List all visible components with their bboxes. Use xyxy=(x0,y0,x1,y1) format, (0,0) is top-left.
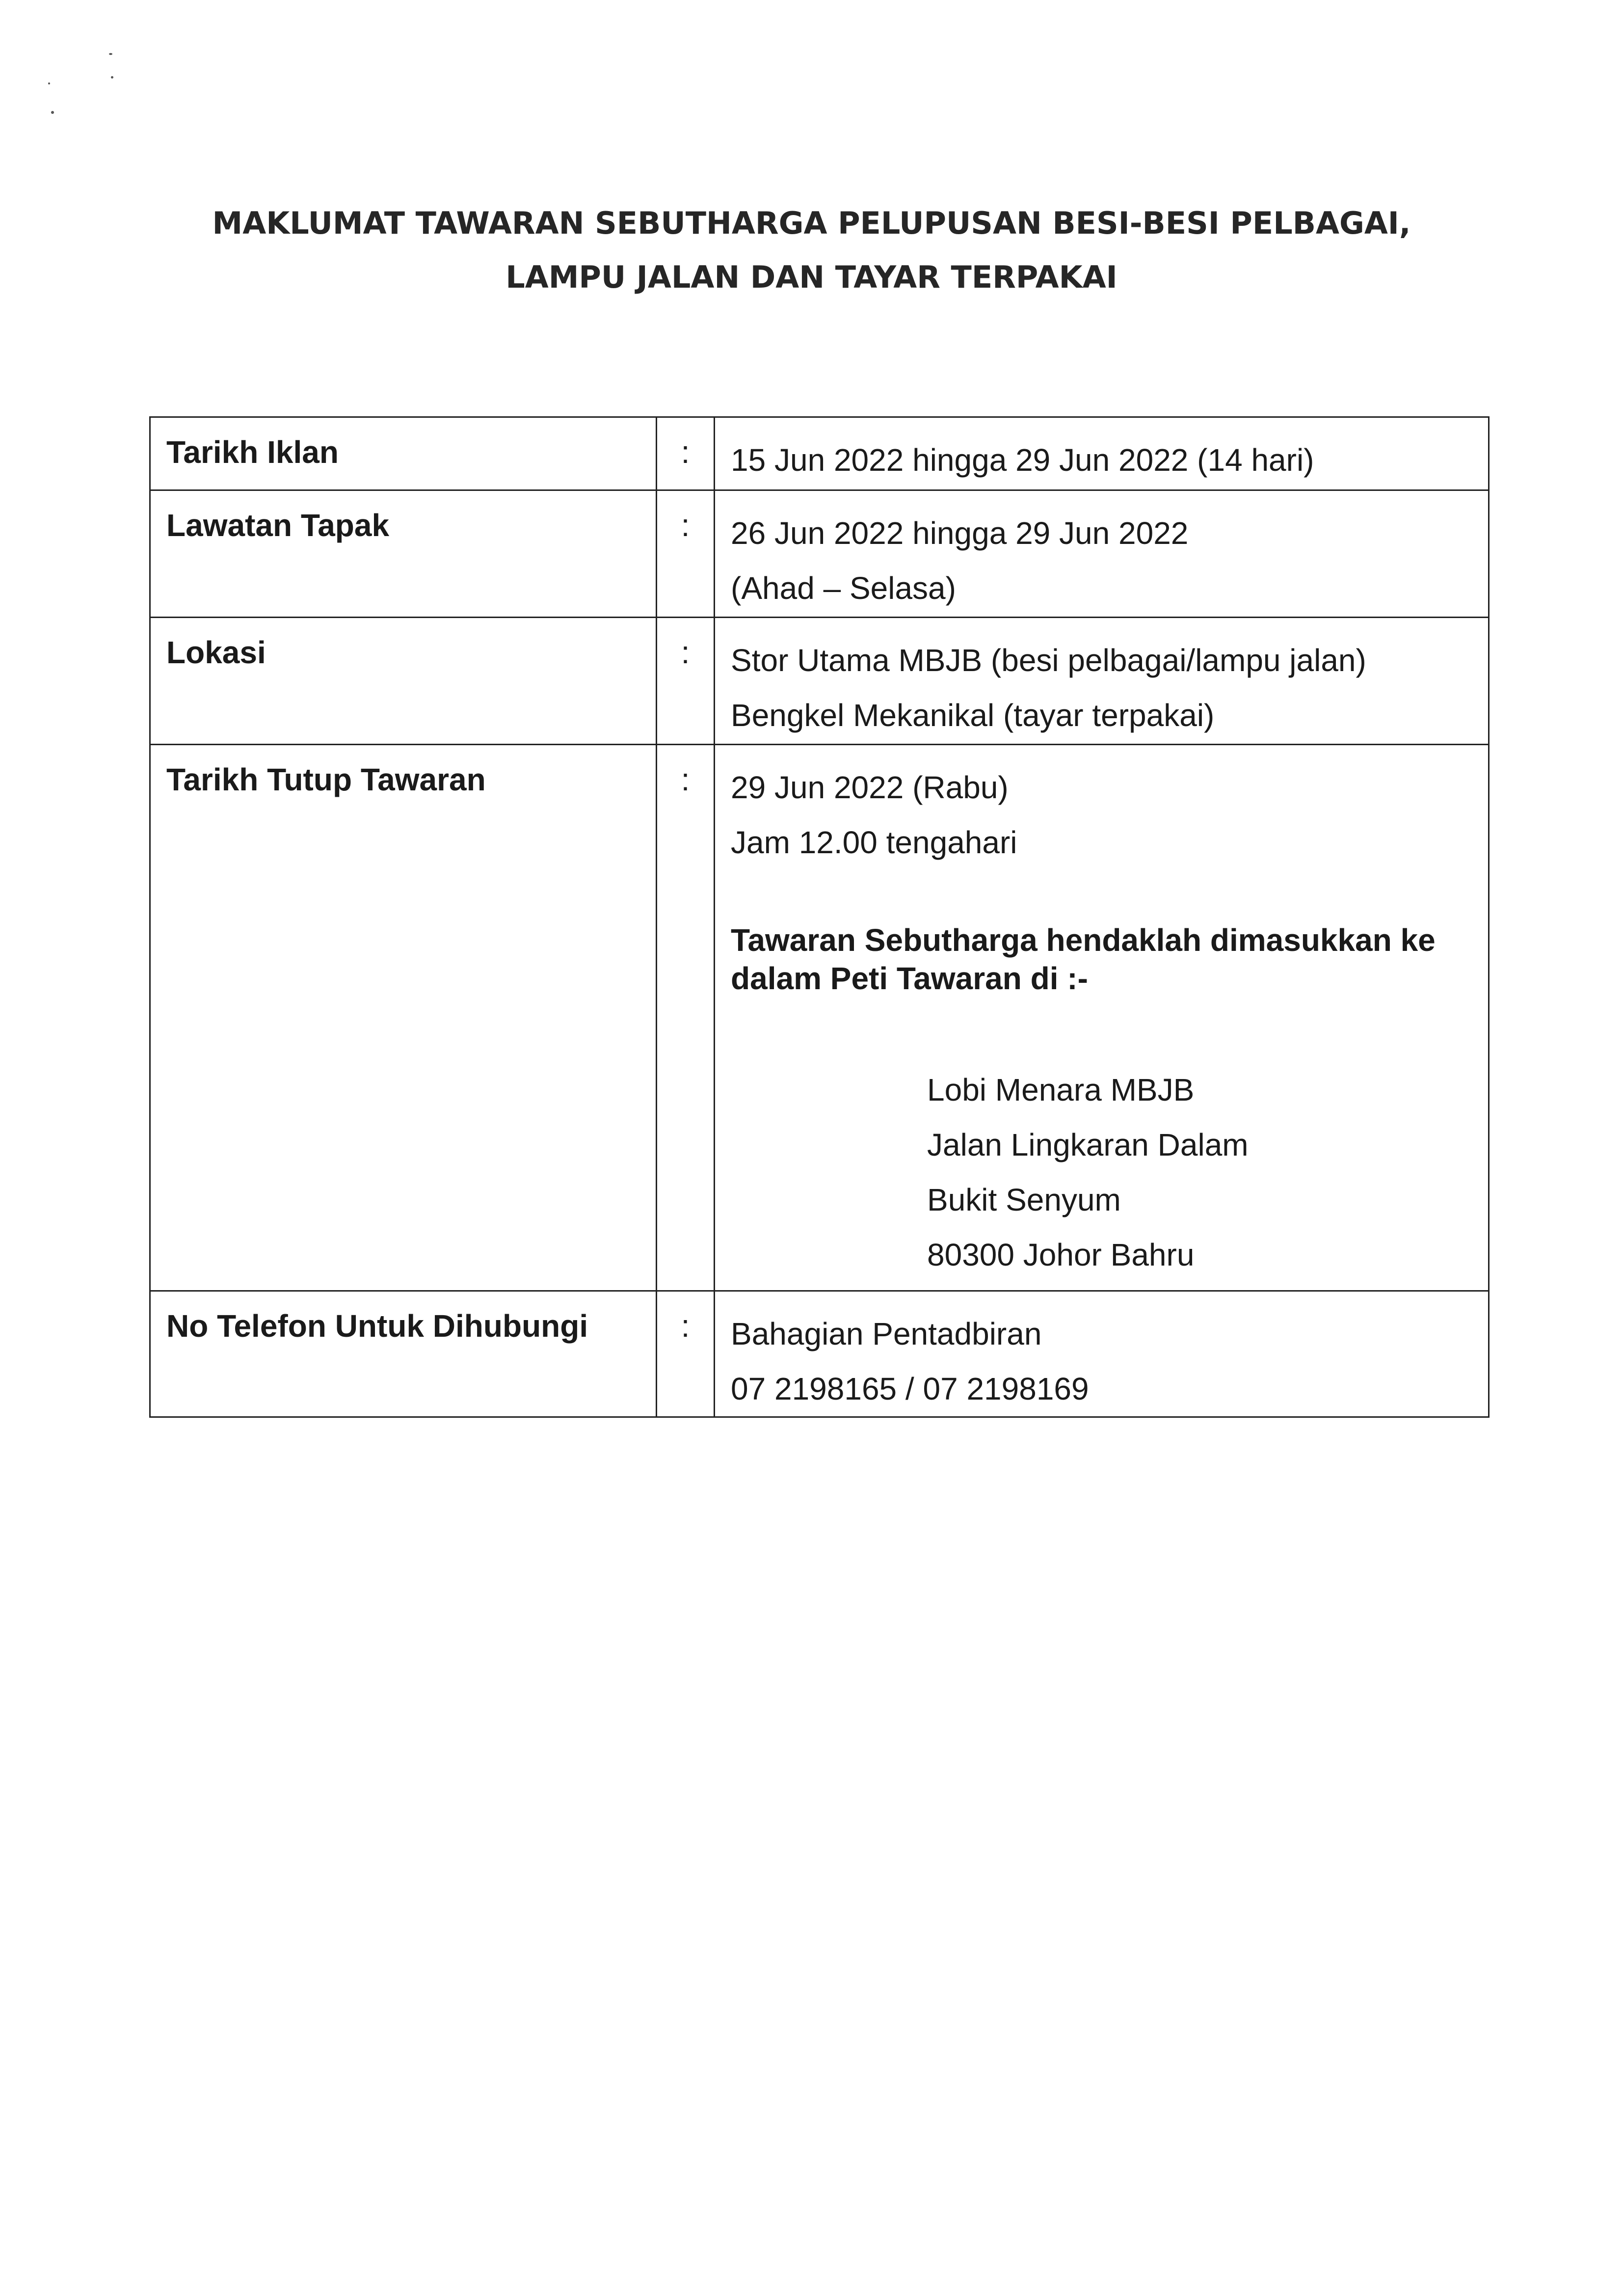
value-line: 29 Jun 2022 (Rabu) xyxy=(731,770,1009,805)
colon-separator: : xyxy=(681,635,690,670)
label-cell xyxy=(150,417,657,490)
colon-separator: : xyxy=(681,434,690,470)
value-line: 26 Jun 2022 hingga 29 Jun 2022 xyxy=(731,515,1189,551)
document-title-line-2: LAMPU JALAN DAN TAYAR TERPAKAI xyxy=(506,259,1117,295)
separator-cell xyxy=(657,618,715,745)
separator-cell xyxy=(657,745,715,1291)
row-label: Lokasi xyxy=(166,635,266,670)
value-line: 15 Jun 2022 hingga 29 Jun 2022 (14 hari) xyxy=(731,442,1314,478)
address-line: Bukit Senyum xyxy=(927,1182,1121,1217)
submission-address xyxy=(731,1062,1478,1282)
address-line: Lobi Menara MBJB xyxy=(927,1072,1195,1107)
table-row-lokasi xyxy=(150,618,1489,745)
table-row-tarikh-tutup-tawaran xyxy=(150,745,1489,1291)
separator-cell xyxy=(657,417,715,490)
submission-notice-line-2: dalam Peti Tawaran di :- xyxy=(731,961,1088,996)
row-label: Lawatan Tapak xyxy=(166,508,390,543)
info-table xyxy=(149,416,1490,1418)
table-row-tarikh-iklan xyxy=(150,417,1489,490)
row-label: No Telefon Untuk Dihubungi xyxy=(166,1308,588,1344)
value-line: (Ahad – Selasa) xyxy=(731,570,956,606)
value-line: Bahagian Pentadbiran xyxy=(731,1316,1042,1351)
label-cell xyxy=(150,490,657,618)
table-row-no-telefon xyxy=(150,1291,1489,1417)
row-value xyxy=(715,618,1488,743)
address-line: Jalan Lingkaran Dalam xyxy=(927,1127,1249,1162)
value-cell xyxy=(715,1291,1489,1417)
colon-separator: : xyxy=(681,508,690,543)
value-line: Bengkel Mekanikal (tayar terpakai) xyxy=(731,698,1215,733)
scan-mark xyxy=(109,53,112,55)
label-cell xyxy=(150,745,657,1291)
address-line: 80300 Johor Bahru xyxy=(927,1237,1195,1272)
scan-mark xyxy=(48,82,50,84)
row-value xyxy=(715,745,1488,1282)
separator-cell xyxy=(657,490,715,618)
document-title-line-1: MAKLUMAT TAWARAN SEBUTHARGA PELUPUSAN BESI-BESI PELBAGAI, xyxy=(212,205,1411,241)
scan-mark xyxy=(51,111,54,114)
value-cell xyxy=(715,745,1489,1291)
label-cell xyxy=(150,1291,657,1417)
row-label: Tarikh Iklan xyxy=(166,434,339,470)
row-value xyxy=(715,1292,1488,1416)
value-line: Stor Utama MBJB (besi pelbagai/lampu jalan) xyxy=(731,643,1366,678)
label-cell xyxy=(150,618,657,745)
value-cell xyxy=(715,490,1489,618)
value-cell xyxy=(715,618,1489,745)
scan-mark xyxy=(111,76,113,79)
table-row-lawatan-tapak xyxy=(150,490,1489,618)
colon-separator: : xyxy=(681,762,690,797)
colon-separator: : xyxy=(681,1308,690,1344)
value-cell xyxy=(715,417,1489,490)
row-label: Tarikh Tutup Tawaran xyxy=(166,762,486,797)
row-value xyxy=(715,418,1488,487)
value-line: Jam 12.00 tengahari xyxy=(731,825,1017,860)
separator-cell xyxy=(657,1291,715,1417)
phone-numbers: 07 2198165 / 07 2198169 xyxy=(731,1371,1089,1406)
submission-notice-line-1: Tawaran Sebutharga hendaklah dimasukkan ke xyxy=(731,922,1436,958)
row-value xyxy=(715,491,1488,616)
